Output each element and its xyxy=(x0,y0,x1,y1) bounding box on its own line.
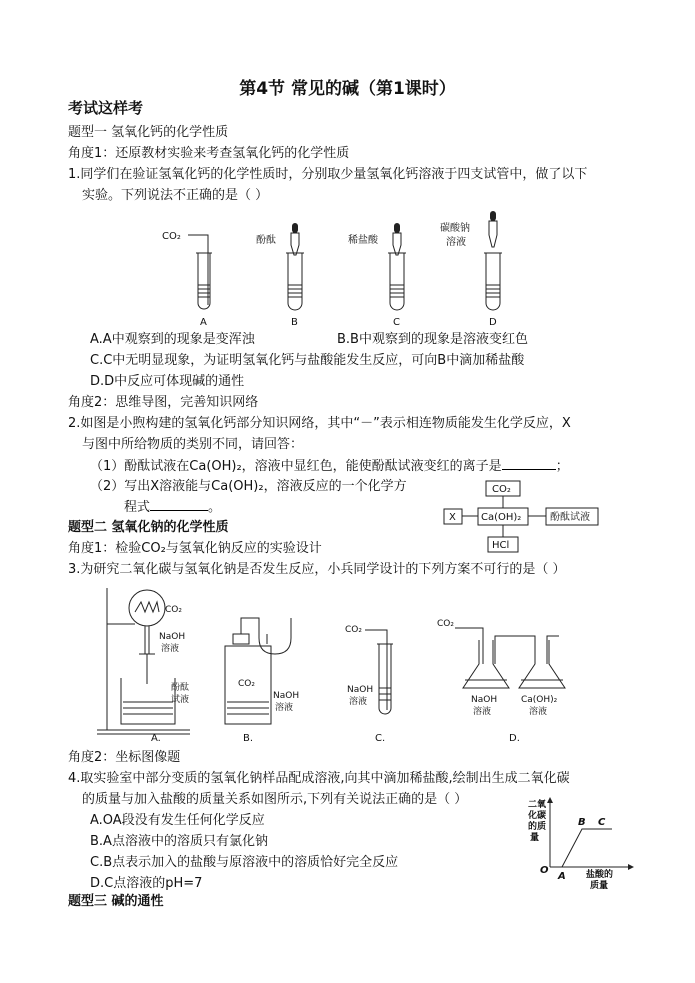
q3-b-naoh2: 溶液 xyxy=(275,703,294,713)
q3-label-c: C. xyxy=(375,733,386,744)
graph-ylabel-2: 化碳 xyxy=(528,811,547,821)
tube-d xyxy=(440,211,502,310)
q3-figure-d xyxy=(437,619,565,717)
graph-ylabel-1: 二氧 xyxy=(528,800,547,810)
q3-figure-b xyxy=(225,618,299,724)
q1-option-b: B.B中观察到的现象是溶液变红色 xyxy=(337,332,528,347)
q3-c-co2: CO₂ xyxy=(345,625,362,635)
q3-label-d: D. xyxy=(509,733,520,744)
q3-b-co2: CO₂ xyxy=(238,679,255,689)
q3-d-caoh2: 溶液 xyxy=(529,707,548,717)
q1-label-c: C xyxy=(393,317,400,328)
q1-option-d: D.D中反应可体现碱的通性 xyxy=(90,374,245,389)
q2-sub2b-text: 程式 xyxy=(124,500,151,515)
q4-option-c: C.B点表示加入的盐酸与原溶液中的溶质恰好完全反应 xyxy=(90,855,399,870)
tube-a xyxy=(162,231,212,309)
q1-figure xyxy=(150,205,520,335)
q1-option-c: C.C中无明显现象，为证明氢氧化钙与盐酸能发生反应，可向B中滴加稀盐酸 xyxy=(90,353,525,368)
q3-label-b: B. xyxy=(243,733,254,744)
q1-hcl-label: 稀盐酸 xyxy=(348,235,378,246)
q2-sub2-blank[interactable] xyxy=(150,498,208,511)
q3-d-caoh1: Ca(OH)₂ xyxy=(521,695,558,705)
q2-sub2b xyxy=(124,498,221,516)
q1-na2co3-label1: 碳酸钠 xyxy=(440,223,470,234)
graph-ylabel-3: 的质 xyxy=(528,822,547,832)
q2-line1: 2.如图是小煦构建的氢氧化钙部分知识网络，其中“－”表示相连物质能发生化学反应，X xyxy=(68,416,571,431)
q3-d-naoh1: NaOH xyxy=(471,695,498,705)
graph-xlabel-1: 盐酸的 xyxy=(586,870,614,880)
diagram-caoh2: Ca(OH)₂ xyxy=(481,512,522,523)
page-title: 第4节 常见的碱（第1课时） xyxy=(239,79,456,99)
q1-label-b: B xyxy=(291,317,298,328)
q2-sub2b-end: 。 xyxy=(208,500,222,515)
q3-line1: 3.为研究二氧化碳与氢氧化钠是否发生反应，小兵同学设计的下列方案不可行的是（ ） xyxy=(68,562,566,577)
q4-option-a: A.OA段没有发生任何化学反应 xyxy=(90,813,265,828)
q4-option-b: B.A点溶液中的溶质只有氯化钠 xyxy=(90,834,268,849)
q1-option-a: A.A中观察到的现象是变浑浊 xyxy=(90,332,255,347)
graph-a: A xyxy=(558,871,566,882)
q4-graph xyxy=(520,795,645,890)
q1-phenol-label: 酚酞 xyxy=(256,235,276,246)
q3-a-naoh1: NaOH xyxy=(159,632,186,642)
q3-d-naoh2: 溶液 xyxy=(473,707,492,717)
q4-line1: 4.取实验室中部分变质的氢氧化钠样品配成溶液,向其中滴加稀盐酸,绘制出生成二氧化碳 xyxy=(68,771,570,786)
q2-diagram xyxy=(440,477,600,557)
q2-sub1-blank[interactable] xyxy=(502,457,556,470)
q3-d-co2: CO₂ xyxy=(437,619,454,629)
q1-co2-label: CO₂ xyxy=(162,231,181,242)
q3-figure-a xyxy=(97,588,190,734)
q1-line1: 1.同学们在验证氢氧化钙的化学性质时，分别取少量氢氧化钙溶液于四支试管中，做了以下 xyxy=(68,167,588,182)
q3-a-phenol2: 试液 xyxy=(171,695,190,705)
diagram-phenol: 酚酞试液 xyxy=(550,512,590,523)
q3-a-co2: CO₂ xyxy=(165,605,182,615)
type2-angle1: 角度1：检验CO₂与氢氧化钠反应的实验设计 xyxy=(68,541,322,556)
graph-o: O xyxy=(540,865,549,876)
tube-b xyxy=(256,223,304,310)
type2-angle2: 角度2：坐标图像题 xyxy=(68,750,181,765)
q3-a-naoh2: 溶液 xyxy=(161,644,180,654)
q1-label-a: A xyxy=(200,317,207,328)
graph-ylabel-4: 量 xyxy=(530,833,540,843)
q3-a-phenol1: 酚酞 xyxy=(171,683,190,693)
q4-option-d: D.C点溶液的pH=7 xyxy=(90,876,203,891)
type1-angle2: 角度2：思维导图，完善知识网络 xyxy=(68,395,259,410)
tube-c xyxy=(348,223,406,310)
q1-label-d: D xyxy=(489,317,497,328)
q3-figure xyxy=(95,584,595,744)
q4-line2: 的质量与加入盐酸的质量关系如图所示,下列有关说法正确的是（ ） xyxy=(82,792,468,807)
q3-figure-c xyxy=(345,625,393,714)
section-heading: 考试这样考 xyxy=(68,99,144,117)
q2-sub1-end: ； xyxy=(555,459,569,474)
type1-angle1: 角度1：还原教材实验来考查氢氧化钙的化学性质 xyxy=(68,146,350,161)
graph-c: C xyxy=(598,817,606,828)
diagram-x: X xyxy=(449,512,456,523)
q3-c-naoh2: 溶液 xyxy=(349,697,368,707)
graph-b: B xyxy=(578,817,586,828)
graph-xlabel-2: 质量 xyxy=(590,881,609,891)
q2-line2: 与图中所给物质的类别不同，请回答： xyxy=(82,437,304,452)
diagram-co2: CO₂ xyxy=(492,484,511,495)
q2-sub2a: （2）写出X溶液能与Ca(OH)₂，溶液反应的一个化学方 xyxy=(90,479,407,494)
type2-heading: 题型二 氢氧化钠的化学性质 xyxy=(68,520,229,535)
q1-na2co3-label2: 溶液 xyxy=(446,237,466,248)
type3-heading: 题型三 碱的通性 xyxy=(68,894,164,909)
diagram-hcl: HCl xyxy=(492,540,510,551)
q3-b-naoh1: NaOH xyxy=(273,691,300,701)
q2-sub1 xyxy=(90,457,569,475)
q3-c-naoh1: NaOH xyxy=(347,685,374,695)
q3-label-a: A. xyxy=(151,733,161,744)
q2-sub1-text: （1）酚酞试液在Ca(OH)₂，溶液中显红色，能使酚酞试液变红的离子是 xyxy=(90,459,502,474)
type1-heading: 题型一 氢氧化钙的化学性质 xyxy=(68,125,229,140)
q1-line2: 实验。下列说法不正确的是（ ） xyxy=(82,188,269,203)
